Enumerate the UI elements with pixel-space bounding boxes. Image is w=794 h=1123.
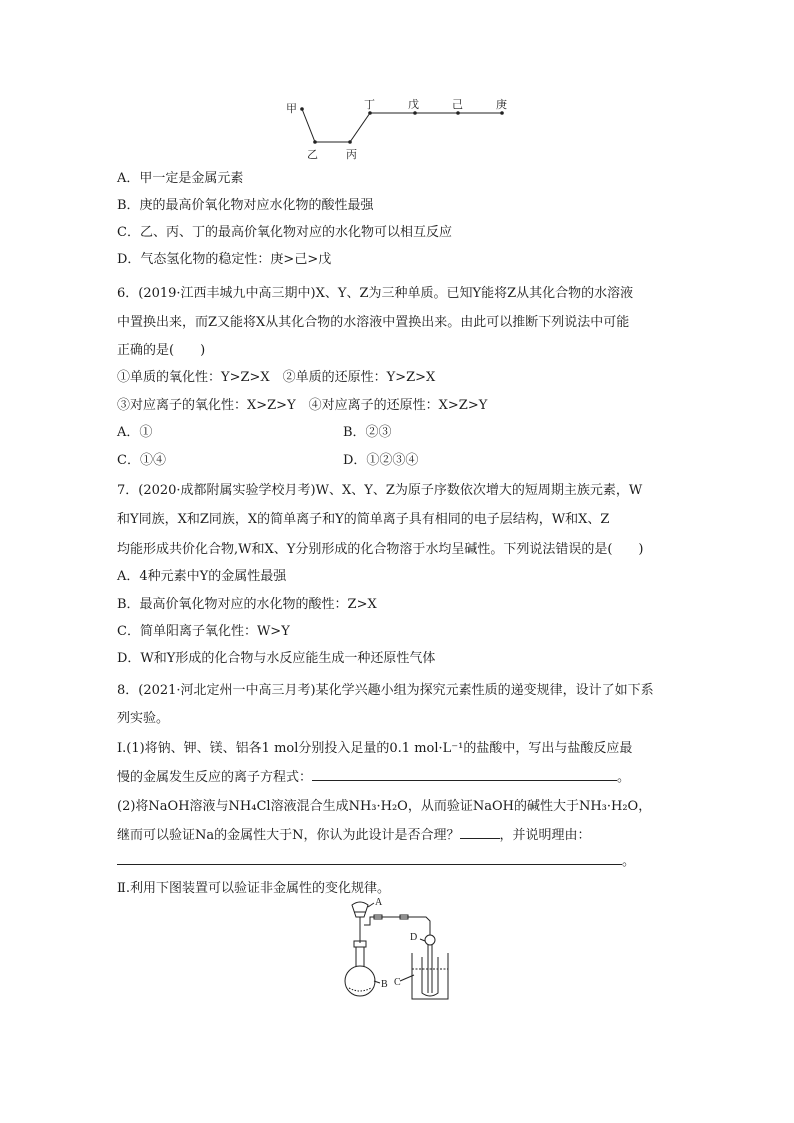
q8-part2-prompt: 继而可以验证Na的金属性大于N，你认为此设计是否合理？ [117,828,460,843]
q8-part-ii-intro: Ⅱ.利用下图装置可以验证非金属性的变化规律。 [117,881,390,896]
q8-part2-line3 [117,852,635,871]
q6-statement-1-2: ①单质的氧化性：Y>Z>X ②单质的还原性：Y>Z>X [117,370,436,385]
q5-option-d: D．气态氢化物的稳定性：庚>己>戊 [117,252,332,267]
beaker-c [412,953,448,999]
label-bing: 丙 [346,148,357,161]
label-d: D [410,932,418,943]
diagram-path [302,109,502,142]
q7-option-c: C．简单阳离子氧化性：W>Y [117,624,290,639]
q8-part2-reason-prompt: ，并说明理由： [499,828,591,843]
q7-option-d: D．W和Y形成的化合物与水反应能生成一种还原性气体 [117,651,436,666]
q8-part1-prompt: 慢的金属发生反应的离子方程式： [117,770,313,785]
q6-option-b: B．②③ [343,425,392,440]
q5-option-a: A．甲一定是金属元素 [117,171,244,186]
ionic-equation-blank[interactable] [312,768,617,781]
node-ding [368,111,372,115]
q6-stem-line3: 正确的是( ) [117,343,206,358]
q8-part2-line1: (2)将NaOH溶液与NH₄Cl溶液混合生成NH₃·H₂O，从而验证NaOH的碱性大于NH₃·H₂O， [117,799,652,814]
q8-part2-line2 [117,826,591,845]
label-yi: 乙 [307,148,318,161]
funnel-a-bulb [352,902,368,917]
reasonable-answer-blank[interactable] [460,826,500,839]
label-geng: 庚 [496,98,507,111]
end-mark: 。 [622,854,636,869]
label-ding: 丁 [364,98,375,111]
q5-option-c: C．乙、丙、丁的最高价氧化物对应的水化物可以相互反应 [117,225,452,240]
q6-option-a: A．① [117,425,153,440]
q7-option-b: B．最高价氧化物对应的水化物的酸性：Z>X [117,597,377,612]
label-wu: 戊 [408,98,419,111]
label-b: B [381,979,388,990]
q7-stem-line1: 7．(2020·成都附属实验学校月考)W、X、Y、Z为原子序数依次增大的短周期主族元素，W [117,483,643,498]
q8-stem-line1: 8．(2021·河北定州一中高三月考)某化学兴趣小组为探究元素性质的递变规律，设计了如下系 [117,683,654,698]
q7-option-a: A．4种元素中Y的金属性最强 [117,569,287,584]
q6-stem-line2: 中置换出来，而Z又能将X从其化合物的水溶液中置换出来。由此可以推断下列说法中可能 [117,315,630,330]
end-mark: 。 [617,770,631,785]
label-ji: 己 [452,98,463,111]
label-jia: 甲 [286,102,297,115]
node-bing [348,140,352,144]
q5-option-b: B．庚的最高价氧化物对应水化物的酸性最强 [117,198,374,213]
apparatus-diagram [330,895,470,1005]
q8-part1-line1: Ⅰ.(1)将钠、钾、镁、铝各1 mol分别投入足量的0.1 mol·L⁻¹的盐酸中，写出与盐酸反应最 [117,741,633,756]
q6-option-d: D．①②③④ [343,453,419,468]
q6-option-c: C．①④ [117,453,166,468]
node-ji [456,111,460,115]
reason-blank[interactable] [117,852,622,865]
q8-stem-line2: 列实验。 [117,711,170,726]
node-jia [300,107,304,111]
label-c: C [394,977,401,988]
q7-stem-line2: 和Y同族，X和Z同族，X的简单离子和Y的简单离子具有相同的电子层结构，W和X、Z [117,512,610,527]
q8-part1-line2 [117,768,630,787]
node-yi [313,140,317,144]
element-position-diagram [280,96,510,166]
flask-b [345,966,375,996]
bulb-d [425,935,435,945]
q7-stem-line3: 均能形成共价化合物,W和X、Y分别形成的化合物溶于水均呈碱性。下列说法错误的是( ) [117,542,644,557]
node-geng [500,111,504,115]
label-a: A [375,897,383,908]
q6-stem-line1: 6．(2019·江西丰城九中高三期中)X、Y、Z为三种单质。已知Y能将Z从其化合物的水溶液 [117,286,634,301]
node-wu [413,111,417,115]
q6-statement-3-4: ③对应离子的氧化性：X>Z>Y ④对应离子的还原性：X>Z>Y [117,398,488,413]
